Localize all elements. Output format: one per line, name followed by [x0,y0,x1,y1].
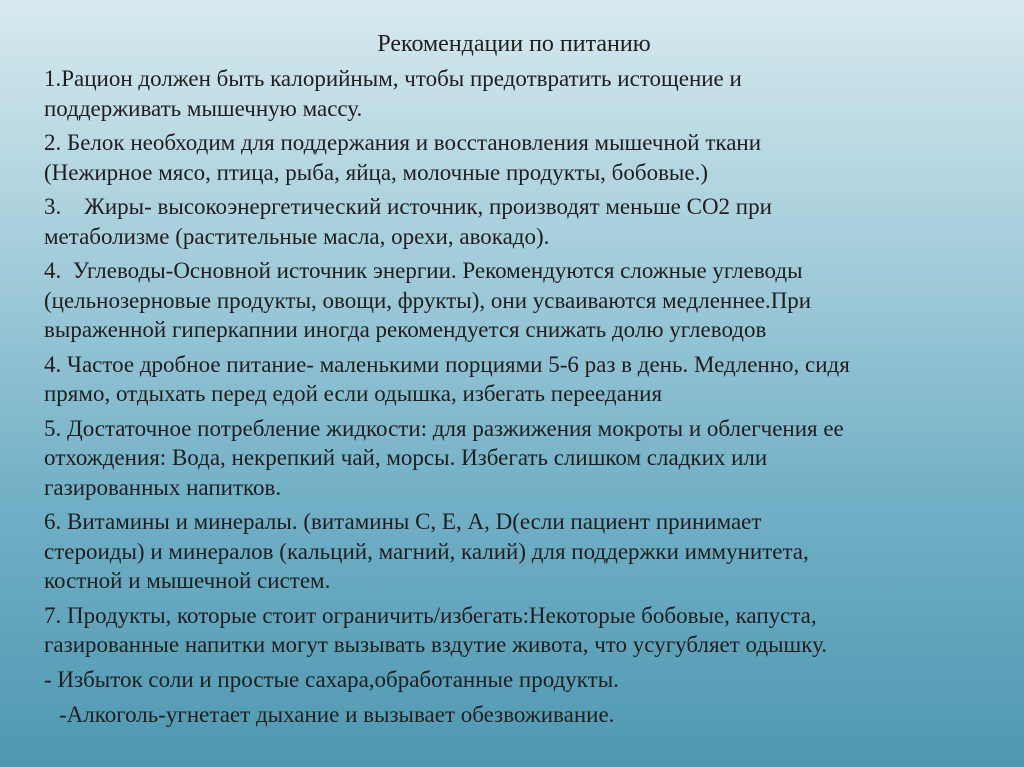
recommendation-vitamins-minerals: 6. Витамины и минералы. (витамины С, Е, А, D(если пациент принимает стероиды) и минералов (кальций, магний, калий) для поддержки иммунитета, костной и мышечной систем. [44,509,809,593]
recommendation-alcohol: -Алкоголь-угнетает дыхание и вызывает обезвоживание. [59,702,615,727]
recommendation-calories: 1.Рацион должен быть калорийным, чтобы предотвратить истощение и поддерживать мышечную массу. [44,66,742,121]
slide-title: Рекомендации по питанию [377,31,651,57]
recommendation-fats: 3. Жиры- высокоэнергетический источник, производят меньше СО2 при метаболизме (растительные масла, орехи, авокадо). [44,194,772,249]
recommendation-frequent-meals: 4. Частое дробное питание- маленькими порциями 5-6 раз в день. Медленно, сидя прямо, отдыхать перед едой если одышка, избегать переедания [44,351,850,406]
recommendation-limit-foods: 7. Продукты, которые стоит ограничить/избегать:Некоторые бобовые, капуста, газированные напитки могут вызывать вздутие живота, что усугубляет одышку. [44,602,828,657]
recommendation-salt-sugar: - Избыток соли и простые сахара,обработанные продукты. [44,666,619,692]
recommendation-list [44,64,984,730]
recommendation-protein: 2. Белок необходим для поддержания и восстановления мышечной ткани (Нежирное мясо, птица, рыба, яйца, молочные продукты, бобовые.) [44,130,762,185]
recommendation-carbohydrates: 4. Углеводы-Основной источник энергии. Рекомендуются сложные углеводы (цельнозерновые продукты, овощи, фрукты), они усваиваются медленнее.При выраженной гиперкапнии иногда рекомендуется снижать долю углеводов [44,258,812,342]
recommendation-fluids: 5. Достаточное потребление жидкости: для разжижения мокроты и облегчения ее отхождения: Вода, некрепкий чай, морсы. Избегать слишком сладких или газированных напитков. [44,415,844,500]
